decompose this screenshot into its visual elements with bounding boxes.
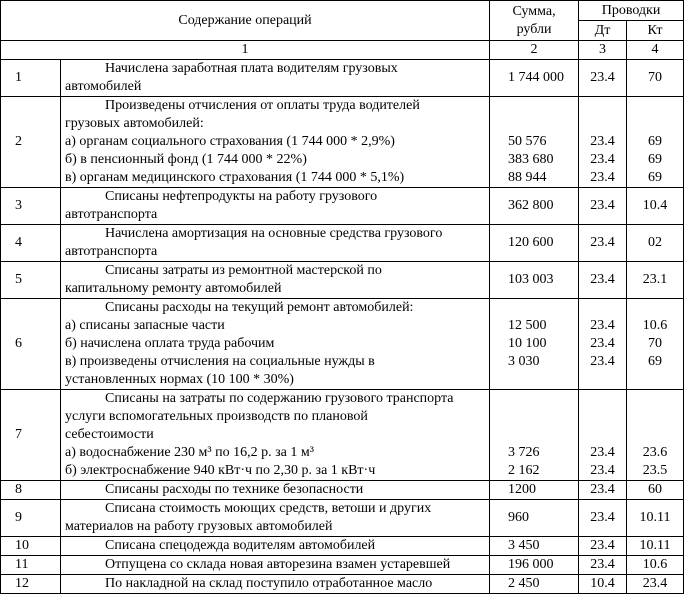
row-number: 2	[1, 97, 61, 188]
row-number: 4	[1, 225, 61, 262]
credit	[627, 299, 684, 390]
operation-description	[61, 299, 490, 390]
operation-description	[61, 262, 490, 299]
table-row	[1, 481, 684, 500]
amount-value: 10 100	[508, 336, 547, 351]
table-row	[1, 556, 684, 575]
debit	[579, 188, 627, 225]
table-row	[1, 262, 684, 299]
operation-description	[61, 556, 490, 575]
description-line: Начислена амортизация на основные средства грузового	[105, 226, 443, 241]
debit	[579, 225, 627, 262]
operation-description	[61, 225, 490, 262]
description-line: автотранспорта	[65, 207, 158, 222]
credit	[627, 390, 684, 481]
debit-value: 23.4	[590, 510, 615, 525]
colnum-4: 4	[627, 41, 684, 60]
debit-value: 23.4	[590, 272, 615, 287]
debit	[579, 262, 627, 299]
credit-value: 69	[648, 354, 663, 369]
colnum-3: 3	[579, 41, 627, 60]
amount	[490, 299, 579, 390]
description-line: а) органам социального страхования (1 744 000 * 2,9%)	[65, 134, 395, 149]
spacer	[630, 115, 680, 133]
spacer	[582, 426, 623, 444]
description-line: материалов на работу грузовых автомобилей	[65, 519, 333, 534]
credit	[627, 262, 684, 299]
amount-value: 12 500	[508, 318, 547, 333]
spacer	[630, 426, 680, 444]
description-line: Начислена заработная плата водителям грузовых	[105, 61, 398, 76]
credit	[627, 225, 684, 262]
credit-value: 69	[648, 152, 663, 167]
credit-value: 69	[648, 170, 663, 185]
spacer	[508, 426, 575, 444]
amount-value: 120 600	[508, 235, 554, 250]
description-line: Списана стоимость моющих средств, ветоши и других	[105, 501, 432, 516]
amount-value: 3 450	[508, 538, 540, 553]
debit	[579, 299, 627, 390]
table-row	[1, 575, 684, 594]
amount-value: 2 162	[508, 463, 540, 478]
debit-value: 23.4	[590, 170, 615, 185]
amount	[490, 225, 579, 262]
debit-value: 23.4	[590, 482, 615, 497]
row-number: 12	[1, 575, 61, 594]
row-number: 11	[1, 556, 61, 575]
description-line: Произведены отчисления от оплаты труда водителей	[105, 98, 420, 113]
description-line: Списаны расходы по технике безопасности	[105, 482, 364, 497]
credit-value: 02	[648, 235, 663, 250]
amount-value: 3 030	[508, 354, 540, 369]
description-line: а) списаны запасные части	[65, 318, 225, 333]
description-line: в) произведены отчисления на социальные нужды в	[65, 354, 375, 369]
amount-value: 383 680	[508, 152, 554, 167]
debit-value: 23.4	[590, 538, 615, 553]
spacer	[582, 97, 623, 115]
debit-value: 10.4	[590, 576, 615, 591]
amount	[490, 188, 579, 225]
operation-description	[61, 97, 490, 188]
debit-value: 23.4	[590, 152, 615, 167]
credit-value: 10.6	[642, 557, 668, 572]
debit-value: 23.4	[590, 445, 615, 460]
credit	[627, 97, 684, 188]
row-number: 5	[1, 262, 61, 299]
debit-value: 23.4	[590, 318, 615, 333]
amount-value: 960	[508, 510, 530, 525]
description-line: Списаны расходы на текущий ремонт автомобилей:	[105, 300, 414, 315]
table-row	[1, 188, 684, 225]
colnum-2: 2	[490, 41, 579, 60]
credit-value: 10.11	[639, 538, 671, 553]
colnum-1: 1	[1, 41, 490, 60]
operation-description	[61, 537, 490, 556]
amount	[490, 500, 579, 537]
debit	[579, 500, 627, 537]
spacer	[508, 97, 575, 115]
debit	[579, 60, 627, 97]
table-row	[1, 225, 684, 262]
table-row	[1, 390, 684, 481]
table-row	[1, 537, 684, 556]
credit-value: 60	[648, 482, 663, 497]
spacer	[508, 299, 575, 317]
description-line: б) начислена оплата труда рабочим	[65, 336, 275, 351]
amount-value: 3 726	[508, 445, 540, 460]
operation-description	[61, 188, 490, 225]
header-postings: Проводки	[579, 1, 684, 21]
operation-description	[61, 60, 490, 97]
debit	[579, 481, 627, 500]
description-line: Отпущена со склада новая авторезина взамен устаревшей	[105, 557, 451, 572]
header-sum-line2: рубли	[516, 21, 552, 37]
credit	[627, 188, 684, 225]
credit-value: 69	[648, 134, 663, 149]
amount-value: 50 576	[508, 134, 547, 149]
spacer	[508, 115, 575, 133]
spacer	[582, 115, 623, 133]
row-number: 9	[1, 500, 61, 537]
description-line: б) электроснабжение 940 кВт·ч по 2,30 р. за 1 кВт·ч	[65, 463, 376, 478]
debit	[579, 390, 627, 481]
credit-value: 10.11	[639, 510, 671, 525]
debit-value: 23.4	[590, 235, 615, 250]
credit-value: 10.4	[642, 198, 668, 213]
spacer	[582, 408, 623, 426]
operation-description	[61, 481, 490, 500]
description-line: услуги вспомогательных производств по плановой	[65, 409, 368, 424]
spacer	[630, 408, 680, 426]
amount-value: 1200	[508, 482, 537, 497]
spacer	[582, 299, 623, 317]
debit-value: 23.4	[590, 70, 615, 85]
description-line: Списана спецодежда водителям автомобилей	[105, 538, 376, 553]
description-line: автомобилей	[65, 79, 142, 94]
row-number: 8	[1, 481, 61, 500]
debit-value: 23.4	[590, 354, 615, 369]
credit	[627, 481, 684, 500]
credit-value: 10.6	[642, 318, 668, 333]
description-line: себестоимости	[65, 427, 154, 442]
amount	[490, 481, 579, 500]
description-line: капитальному ремонту автомобилей	[65, 281, 282, 296]
credit	[627, 556, 684, 575]
description-line: По накладной на склад поступило отработанное масло	[105, 576, 433, 591]
description-line: а) водоснабжение 230 м³ по 16,2 р. за 1 м³	[65, 445, 314, 460]
amount-value: 88 944	[508, 170, 547, 185]
header-sum-line1: Сумма,	[512, 3, 556, 19]
table-row	[1, 500, 684, 537]
description-line: автотранспорта	[65, 244, 158, 259]
header-content: Содержание операций	[1, 1, 490, 41]
table-row	[1, 299, 684, 390]
credit	[627, 500, 684, 537]
operation-description	[61, 500, 490, 537]
operation-description	[61, 390, 490, 481]
spacer	[630, 299, 680, 317]
debit	[579, 575, 627, 594]
debit	[579, 97, 627, 188]
amount	[490, 390, 579, 481]
description-line: установленных нормах (10 100 * 30%)	[65, 372, 294, 387]
amount	[490, 556, 579, 575]
debit-value: 23.4	[590, 336, 615, 351]
description-line: в) органам медицинского страхования (1 744 000 * 5,1%)	[65, 170, 405, 185]
operation-description	[61, 575, 490, 594]
debit-value: 23.4	[590, 134, 615, 149]
row-number: 10	[1, 537, 61, 556]
credit	[627, 575, 684, 594]
spacer	[508, 390, 575, 408]
amount	[490, 262, 579, 299]
table-row	[1, 60, 684, 97]
amount-value: 103 003	[508, 272, 554, 287]
spacer	[508, 408, 575, 426]
row-number: 7	[1, 390, 61, 481]
description-line: Списаны нефтепродукты на работу грузового	[105, 189, 378, 204]
description-line: грузовых автомобилей:	[65, 116, 204, 131]
spacer	[630, 390, 680, 408]
spacer	[582, 390, 623, 408]
header-dt: Дт	[579, 21, 627, 41]
description-line: Списаны на затраты по содержанию грузового транспорта	[105, 391, 454, 406]
amount	[490, 60, 579, 97]
debit	[579, 537, 627, 556]
row-number: 6	[1, 299, 61, 390]
amount-value: 196 000	[508, 557, 554, 572]
credit-value: 23.1	[642, 272, 668, 287]
amount-value: 2 450	[508, 576, 540, 591]
description-line: Списаны затраты из ремонтной мастерской по	[105, 263, 382, 278]
amount-value: 362 800	[508, 198, 554, 213]
amount-value: 1 744 000	[508, 70, 565, 85]
credit-value: 70	[648, 70, 663, 85]
credit-value: 70	[648, 336, 663, 351]
debit	[579, 556, 627, 575]
row-number: 1	[1, 60, 61, 97]
amount	[490, 537, 579, 556]
debit-value: 23.4	[590, 463, 615, 478]
header-sum	[490, 1, 579, 41]
table-row	[1, 97, 684, 188]
description-line: б) в пенсионный фонд (1 744 000 * 22%)	[65, 152, 307, 167]
amount	[490, 575, 579, 594]
header-kt: Кт	[627, 21, 684, 41]
debit-value: 23.4	[590, 198, 615, 213]
credit-value: 23.5	[642, 463, 668, 478]
amount	[490, 97, 579, 188]
credit	[627, 537, 684, 556]
row-number: 3	[1, 188, 61, 225]
credit-value: 23.4	[642, 576, 668, 591]
credit-value: 23.6	[642, 445, 668, 460]
debit-value: 23.4	[590, 557, 615, 572]
credit	[627, 60, 684, 97]
spacer	[630, 97, 680, 115]
